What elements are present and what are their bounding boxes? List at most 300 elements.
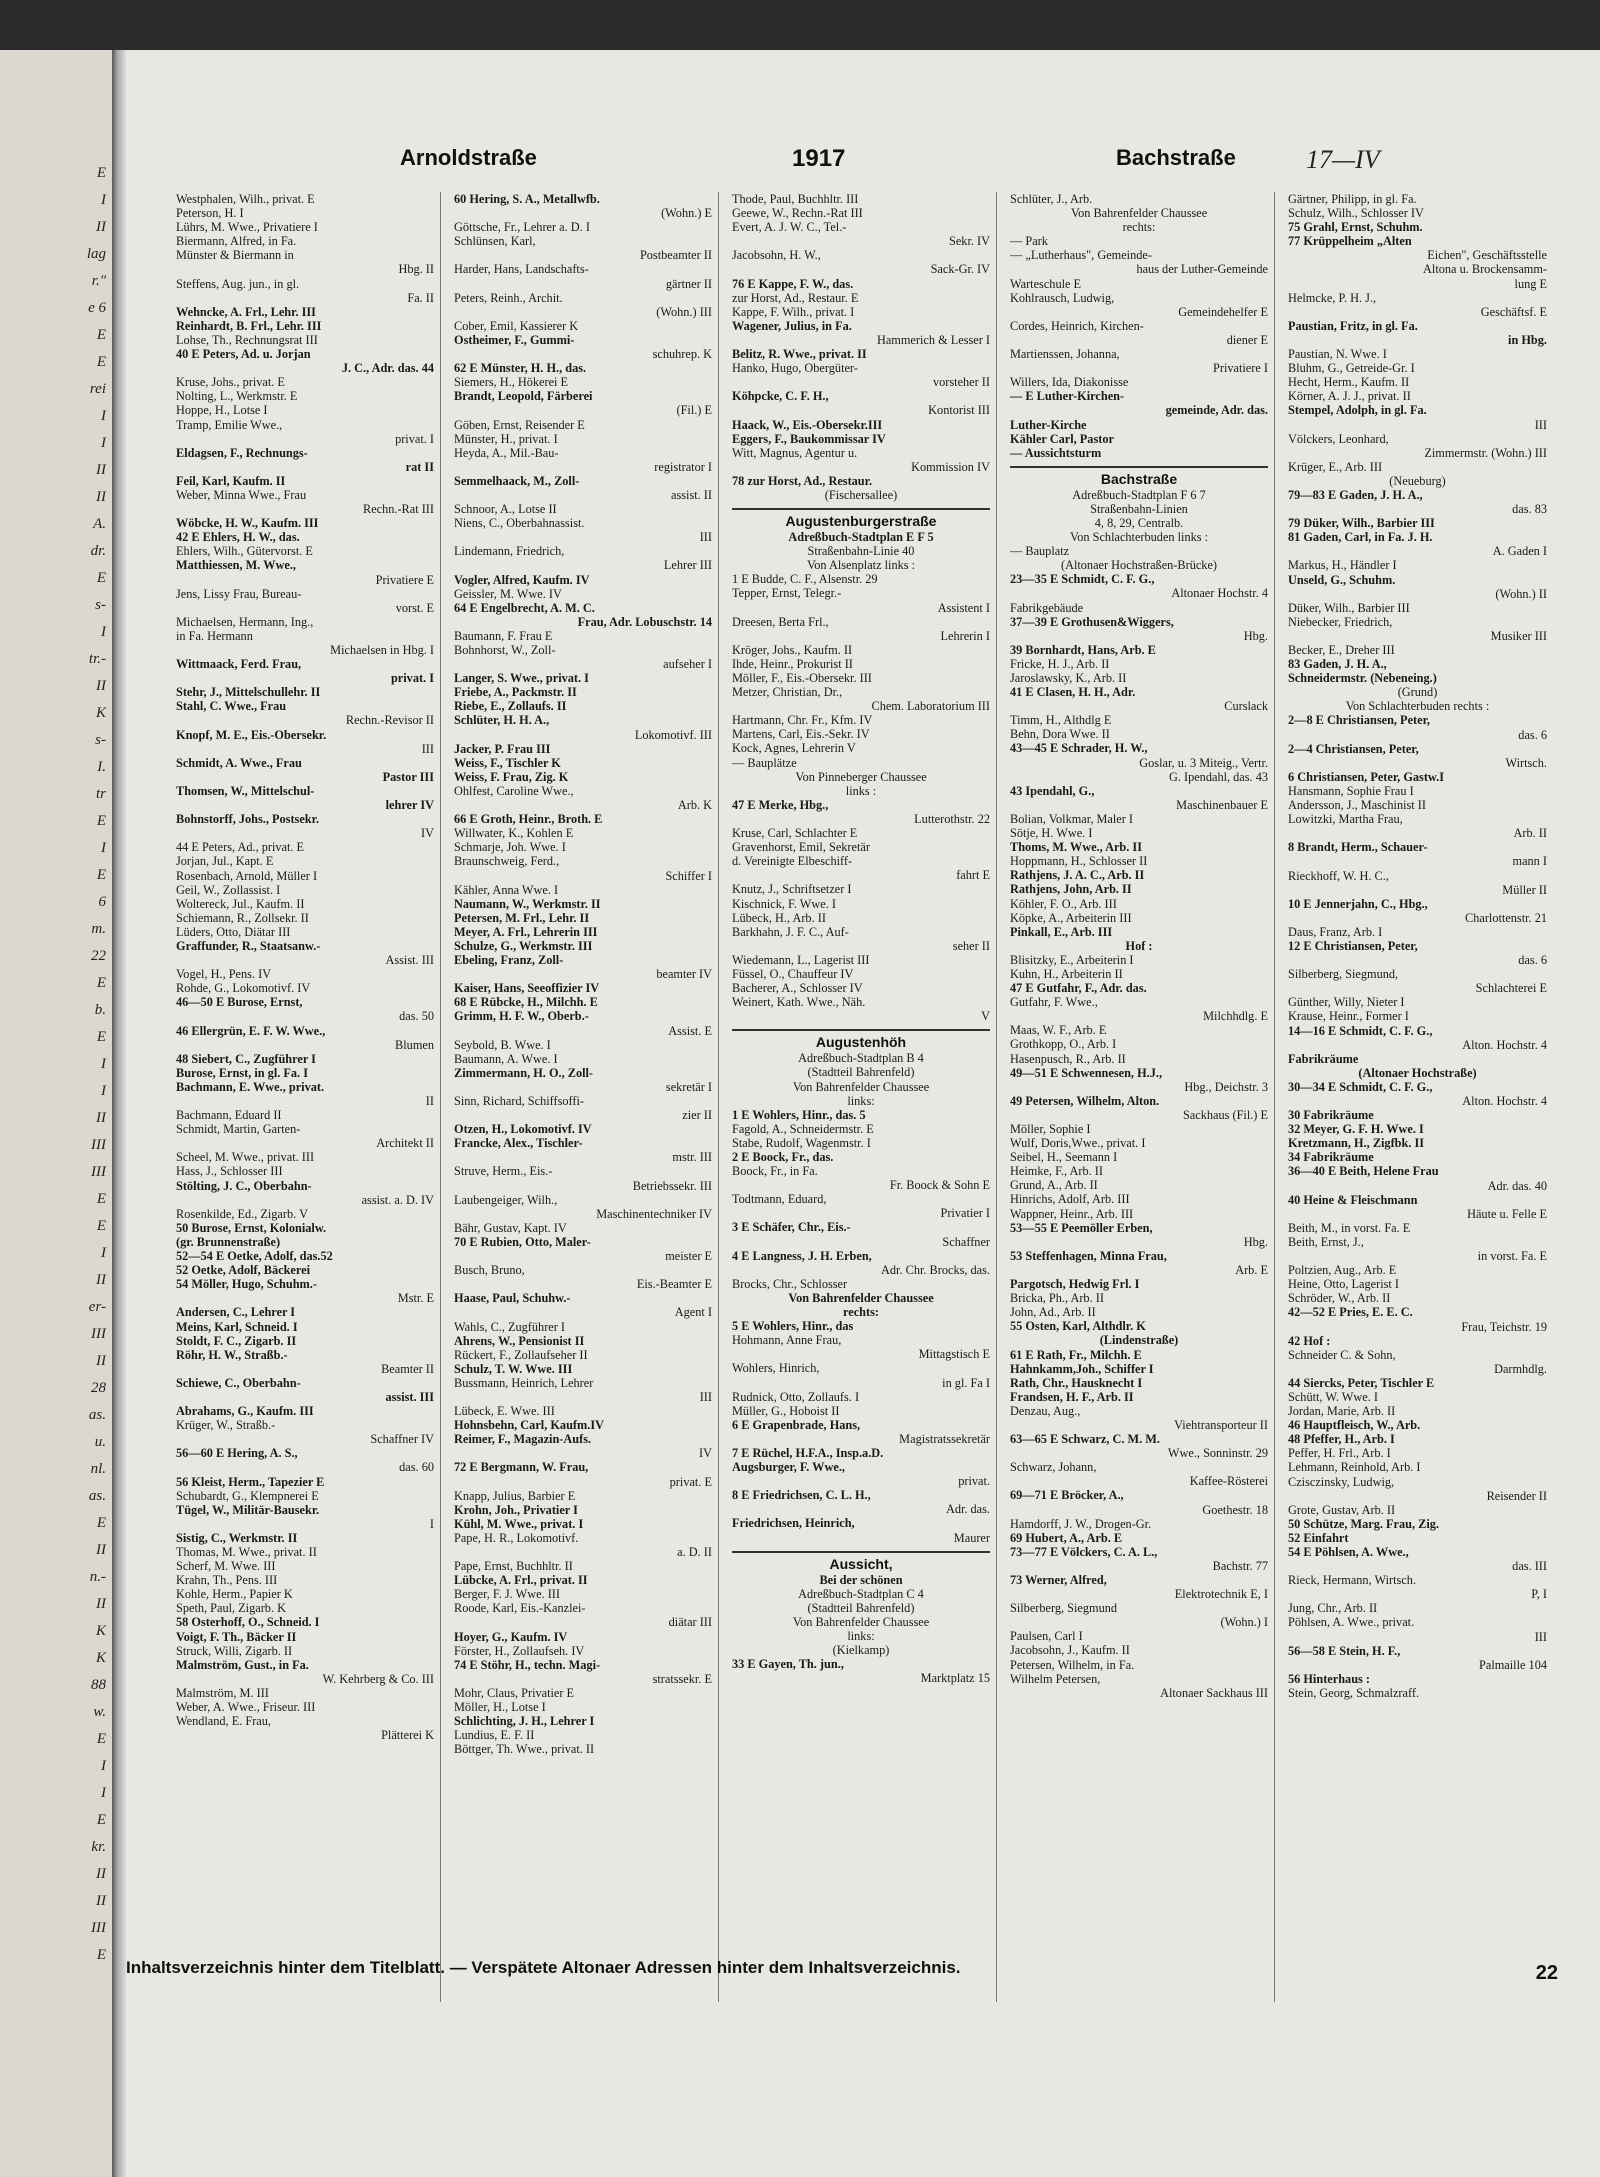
directory-entry: Malmström, Gust., in Fa. <box>176 1657 309 1672</box>
directory-entry: Wohlers, Hinrich, <box>732 1361 820 1376</box>
directory-entry: Wilhelm Petersen, <box>1010 1671 1101 1686</box>
prev-page-fragment: m. <box>91 921 106 937</box>
directory-entry: Silberberg, Siegmund <box>1010 1601 1118 1616</box>
directory-entry: Evert, A. J. W. C., Tel.- <box>732 220 847 235</box>
directory-entry: Mstr. E <box>397 1291 434 1306</box>
directory-entry: 56—60 E Hering, A. S., <box>176 1446 298 1461</box>
directory-entry: Sötje, H. Wwe. I <box>1010 826 1093 841</box>
directory-entry: Architekt II <box>376 1136 434 1151</box>
directory-entry: Adr. das. <box>945 1502 990 1517</box>
directory-entry: Steffens, Aug. jun., in gl. <box>176 276 300 291</box>
directory-entry: Sinn, Richard, Schiffsoffi- <box>454 1094 585 1108</box>
directory-entry: III <box>699 530 712 545</box>
directory-entry: Schiewe, C., Oberbahn- <box>176 1375 301 1390</box>
directory-entry: rechts: <box>843 1305 879 1320</box>
prev-page-fragment: II <box>96 489 106 505</box>
directory-entry: 34 Fabrikräume <box>1288 1150 1374 1165</box>
directory-entry: Jacobsohn, J., Kaufm. II <box>1010 1643 1130 1658</box>
directory-entry: mann I <box>1512 854 1547 869</box>
directory-entry: 5 E Wohlers, Hinr., das <box>732 1319 854 1334</box>
directory-entry: Peters, Reinh., Archit. <box>454 290 563 305</box>
directory-entry: Rathjens, John, Arb. II <box>1010 882 1132 897</box>
directory-entry: 7 E Rüchel, H.F.A., Insp.a.D. <box>732 1445 884 1460</box>
prev-page-fragment: E <box>96 1029 106 1045</box>
directory-entry: 73 Werner, Alfred, <box>1010 1573 1107 1587</box>
directory-entry: 40 E Peters, Ad. u. Jorjan <box>176 347 311 362</box>
prev-page-fragment: n.- <box>89 1569 106 1585</box>
directory-entry: Von Bahrenfelder Chaussee <box>792 1614 930 1629</box>
directory-entry: Lührs, M. Wwe., Privatiere I <box>176 220 318 235</box>
directory-entry: Hof : <box>1125 938 1153 953</box>
directory-entry: Pargotsch, Hedwig Frl. I <box>1010 1277 1140 1292</box>
directory-entry: fahrt E <box>956 868 990 883</box>
directory-entry: Göben, Ernst, Reisender E <box>454 417 585 432</box>
directory-entry: Blumen <box>395 1037 434 1052</box>
directory-entry: Hass, J., Schlosser III <box>176 1164 283 1179</box>
directory-entry: Andersson, J., Maschinist II <box>1288 798 1426 813</box>
directory-entry: seher II <box>952 938 990 953</box>
directory-entry: — Aussichtsturm <box>1010 445 1102 460</box>
directory-entry: 55 Osten, Karl, Althdlr. K <box>1010 1319 1146 1334</box>
directory-entry: 30 Fabrikräume <box>1288 1108 1374 1123</box>
directory-entry: Jacker, P. Frau III <box>454 741 551 756</box>
directory-entry: Ehlers, Wilh., Gütervorst. E <box>176 544 313 559</box>
directory-entry: 44 Siercks, Peter, Tischler E <box>1288 1375 1435 1390</box>
directory-entry: (Wohn.) E <box>661 206 712 221</box>
prev-page-fragment: E <box>96 867 106 883</box>
directory-entry: Schiemann, R., Zollsekr. II <box>176 910 309 925</box>
prev-page-fragment: I <box>101 408 106 424</box>
directory-entry: Lehrer III <box>663 558 712 573</box>
directory-entry: Kruse, Johs., privat. E <box>176 375 285 390</box>
prev-page-fragment: b. <box>94 1002 106 1018</box>
directory-entry: Pape, Ernst, Buchhltr. II <box>454 1559 573 1574</box>
column-3 <box>726 192 997 2002</box>
directory-entry: das. 50 <box>399 1009 434 1024</box>
directory-entry: Schlünsen, Karl, <box>454 234 536 249</box>
directory-entry: Sistig, C., Werkmstr. II <box>176 1530 298 1545</box>
directory-entry: 64 E Engelbrecht, A. M. C. <box>454 600 595 615</box>
prev-page-fragment: rei <box>89 381 106 397</box>
directory-entry: Krüger, W., Straßb.- <box>176 1418 276 1433</box>
directory-entry: Altonaer Sackhaus III <box>1160 1685 1268 1700</box>
directory-entry: Thoms, M. Wwe., Arb. II <box>1010 840 1142 855</box>
column-1 <box>170 192 441 2002</box>
directory-entry: Heyda, A., Mil.-Bau- <box>454 445 559 460</box>
directory-entry: Hasenpusch, R., Arb. II <box>1010 1051 1126 1066</box>
directory-entry: 46 Hauptfleisch, W., Arb. <box>1288 1418 1421 1433</box>
directory-entry: (Fischersallee) <box>824 487 898 502</box>
directory-entry: Münster & Biermann in <box>176 248 294 263</box>
directory-entry: 47 E Merke, Hbg., <box>732 797 829 812</box>
directory-entry: Woltereck, Jul., Kaufm. II <box>176 896 305 911</box>
directory-entry: Wendland, E. Frau, <box>176 1714 271 1729</box>
directory-entry: Schütt, W. Wwe. I <box>1288 1389 1378 1404</box>
directory-entry: Lübeck, E. Wwe. III <box>454 1404 555 1419</box>
directory-entry: 49—51 E Schwennesen, H.J., <box>1010 1065 1163 1080</box>
prev-page-fragment: I <box>101 840 106 856</box>
prev-page-fragment: I <box>101 1785 106 1801</box>
directory-entry: beamter IV <box>656 967 712 982</box>
directory-entry: Grothkopp, O., Arb. I <box>1010 1037 1117 1052</box>
directory-entry: Adr. das. 40 <box>1487 1178 1547 1193</box>
directory-entry: Paulsen, Carl I <box>1010 1629 1083 1644</box>
directory-entry: Zimmermann, H. O., Zoll- <box>454 1065 594 1080</box>
directory-entry: Matthiessen, M. Wwe., <box>176 558 296 573</box>
directory-entry: Reisender II <box>1486 1488 1547 1503</box>
directory-entry: assist. a. D. IV <box>361 1192 434 1207</box>
directory-entry: Curslack <box>1224 699 1268 714</box>
directory-entry: Schmarje, Joh. Wwe. I <box>454 840 566 855</box>
directory-entry: Hahnkamm,Joh., Schiffer I <box>1010 1361 1154 1376</box>
directory-entry: Marktplatz 15 <box>920 1671 990 1686</box>
directory-entry: Schneidermstr. (Nebeneing.) <box>1288 671 1437 686</box>
directory-entry: Bachmann, Eduard II <box>176 1108 282 1123</box>
directory-entry: Thode, Paul, Buchhltr. III <box>732 192 859 206</box>
directory-entry: 42 E Ehlers, H. W., das. <box>176 530 300 545</box>
directory-entry: Straßenbahn-Linien <box>1090 501 1188 516</box>
directory-entry: Luther-Kirche <box>1010 417 1087 432</box>
directory-entry: Von Schlachterbuden rechts : <box>1345 699 1490 714</box>
directory-entry: Hinrichs, Adolf, Arb. III <box>1010 1192 1130 1207</box>
directory-entry: Schlichting, J. H., Lehrer I <box>454 1714 595 1729</box>
directory-entry: Göttsche, Fr., Lehrer a. D. I <box>454 220 590 235</box>
directory-entry: (Grund) <box>1397 685 1438 700</box>
directory-entry: Bachstr. 77 <box>1212 1558 1268 1573</box>
directory-entry: Pastor III <box>382 769 434 784</box>
directory-entry: Speth, Paul, Zigarb. K <box>176 1601 286 1616</box>
directory-entry: Reinhardt, B. Frl., Lehr. III <box>176 318 322 333</box>
directory-entry: Lübcke, A. Frl., privat. II <box>454 1573 588 1588</box>
directory-entry: G. Ipendahl, das. 43 <box>1168 769 1268 784</box>
directory-entry: Hoppe, H., Lotse I <box>176 403 268 418</box>
prev-page-fragment: lag <box>86 246 106 262</box>
directory-entry: Francke, Alex., Tischler- <box>454 1136 583 1151</box>
directory-entry: Maurer <box>953 1530 990 1545</box>
directory-entry: mstr. III <box>672 1150 712 1165</box>
directory-entry: (Stadtteil Bahrenfeld) <box>807 1600 915 1615</box>
directory-entry: Von Schlachterbuden links : <box>1069 530 1209 545</box>
directory-entry: Milchhdlg. E <box>1203 1009 1268 1024</box>
directory-entry: Hoyer, G., Kaufm. IV <box>454 1629 568 1644</box>
directory-entry: d. Vereinigte Elbeschiff- <box>732 854 853 869</box>
directory-entry: Kohlrausch, Ludwig, <box>1010 290 1115 305</box>
directory-entry: schuhrep. K <box>652 347 712 362</box>
directory-entry: I <box>429 1516 434 1531</box>
directory-entry: Fricke, H. J., Arb. II <box>1010 656 1110 671</box>
directory-entry: 60 Hering, S. A., Metallwfb. <box>454 192 600 206</box>
directory-entry: Unseld, G., Schuhm. <box>1288 572 1396 587</box>
directory-entry: (Lindenstraße) <box>1099 1333 1179 1348</box>
directory-entry: Jorjan, Jul., Kapt. E <box>176 854 274 869</box>
directory-entry: Meyer, A. Frl., Lehrerin III <box>454 924 598 939</box>
directory-entry: Arb. II <box>1513 826 1547 841</box>
directory-entry: Jacobsohn, H. W., <box>732 248 821 263</box>
directory-entry: Ohlfest, Caroline Wwe., <box>454 783 574 798</box>
directory-entry: Wappner, Heinr., Arb. III <box>1010 1206 1134 1221</box>
directory-entry: Ahrens, W., Pensionist II <box>454 1333 585 1348</box>
directory-entry: IV <box>421 826 434 841</box>
directory-entry: Fr. Boock & Sohn E <box>889 1178 990 1193</box>
directory-entry: 39 Bornhardt, Hans, Arb. E <box>1010 642 1156 657</box>
directory-entry: Graffunder, R., Staatsanw.- <box>176 938 321 953</box>
directory-entry: Straßenbahn-Linie 40 <box>807 544 915 559</box>
directory-entry: Maschinenbauer E <box>1176 797 1268 812</box>
directory-entry: Schröder, W., Arb. II <box>1288 1291 1391 1306</box>
directory-entry: 63—65 E Schwarz, C. M. M. <box>1010 1432 1160 1447</box>
prev-page-fragment: as. <box>88 1488 106 1504</box>
directory-entry: Pape, H. R., Lokomotivf. <box>454 1530 579 1545</box>
directory-entry: Wiedemann, L., Lagerist III <box>732 952 870 967</box>
directory-entry: Petersen, M. Frl., Lehr. II <box>454 910 590 925</box>
directory-entry: 53 Steffenhagen, Minna Frau, <box>1010 1248 1167 1263</box>
directory-entry: Agent I <box>674 1305 712 1320</box>
directory-entry: Adreßbuch-Stadtplan E F 5 <box>788 530 934 545</box>
directory-entry: Vogel, H., Pens. IV <box>176 967 272 982</box>
directory-entry: 43—45 E Schrader, H. W., <box>1010 741 1148 756</box>
directory-entry: Beith, M., in vorst. Fa. E <box>1288 1220 1411 1235</box>
prev-page-fragment: dr. <box>90 543 106 559</box>
directory-entry: Frau, Teichstr. 19 <box>1461 1319 1547 1334</box>
directory-entry: 62 E Münster, H. H., das. <box>454 361 587 376</box>
directory-entry: 76 E Kappe, F. W., das. <box>732 276 854 291</box>
directory-entry: Möller, Sophie I <box>1010 1122 1091 1136</box>
directory-entry: 41 E Clasen, H. H., Adr. <box>1010 685 1136 700</box>
directory-entry: 54 E Pöhlsen, A. Wwe., <box>1288 1545 1409 1559</box>
directory-entry: V <box>981 1009 990 1024</box>
directory-entry: vorst. E <box>395 600 434 615</box>
directory-entry: Heine, Otto, Lagerist I <box>1288 1277 1399 1292</box>
directory-entry: — Bauplatz <box>1010 544 1070 559</box>
directory-entry: 6 Christiansen, Peter, Gastw.I <box>1288 769 1444 784</box>
directory-entry: gärtner II <box>665 276 712 291</box>
directory-entry: haus der Luther-Gemeinde <box>1136 262 1268 277</box>
directory-entry: 69 Hubert, A., Arb. E <box>1010 1530 1123 1545</box>
directory-entry: 52 Oetke, Adolf, Bäckerei <box>176 1263 310 1278</box>
prev-page-fragment: I <box>101 435 106 451</box>
directory-entry: Zimmermstr. (Wohn.) III <box>1424 445 1547 460</box>
directory-entry: (Wohn.) III <box>656 304 712 319</box>
prev-page-fragment: u. <box>94 1434 106 1450</box>
directory-entry: 36—40 E Beith, Helene Frau <box>1288 1164 1439 1179</box>
directory-entry: Müller, G., Hoboist II <box>732 1403 840 1418</box>
directory-entry: Schulz, T. W. Wwe. III <box>454 1361 573 1376</box>
directory-entry: II <box>425 1094 434 1108</box>
prev-page-fragment: r." <box>91 273 106 289</box>
directory-entry: Knutz, J., Schriftsetzer I <box>732 882 852 897</box>
prev-page-fragment: E <box>96 1812 106 1828</box>
prev-page-fragment: I <box>101 1083 106 1099</box>
directory-entry: Betriebssekr. III <box>632 1178 712 1193</box>
directory-entry: in vorst. Fa. E <box>1477 1249 1547 1264</box>
directory-entry: Schlüter, J., Arb. <box>1010 192 1093 206</box>
directory-entry: Lindemann, Friedrich, <box>454 544 565 559</box>
directory-entry: Peffer, H. Frl., Arb. I <box>1288 1446 1391 1461</box>
directory-entry: Andersen, C., Lehrer I <box>176 1305 296 1320</box>
directory-entry: Lohse, Th., Rechnungsrat III <box>176 332 318 347</box>
directory-entry: Wirtsch. <box>1505 755 1547 770</box>
directory-entry: 50 Burose, Ernst, Kolonialw. <box>176 1220 327 1235</box>
directory-entry: Hecht, Herm., Kaufm. II <box>1288 375 1410 390</box>
directory-entry: in gl. Fa I <box>942 1375 990 1390</box>
directory-entry: Paustian, Fritz, in gl. Fa. <box>1288 318 1418 333</box>
directory-entry: Kischnick, F. Wwe. I <box>732 896 836 911</box>
directory-entry: Füssel, O., Chauffeur IV <box>732 966 854 981</box>
directory-entry: 44 E Peters, Ad., privat. E <box>176 840 305 855</box>
directory-entry: Gärtner, Philipp, in gl. Fa. <box>1288 192 1417 206</box>
directory-entry: Westphalen, Wilh., privat. E <box>176 192 315 206</box>
directory-entry: Behn, Dora Wwe. II <box>1010 727 1110 742</box>
directory-entry: (Wohn.) II <box>1495 586 1547 601</box>
directory-entry: Möller, F., Eis.-Obersekr. III <box>732 671 872 685</box>
directory-entry: Ihde, Heinr., Prokurist II <box>732 656 853 671</box>
directory-entry: Mittagstisch E <box>918 1347 990 1362</box>
prev-page-fragment: E <box>96 813 106 829</box>
directory-entry: Adreßbuch-Stadtplan F 6 7 <box>1072 487 1206 502</box>
directory-entry: Petersen, Wilhelm, in Fa. <box>1010 1657 1135 1672</box>
directory-entry: Arb. K <box>677 798 712 813</box>
directory-entry: Wöbcke, H. W., Kaufm. III <box>176 516 319 531</box>
directory-entry: Völckers, Leonhard, <box>1288 431 1389 446</box>
directory-entry: Eggers, F., Baukommissar IV <box>732 431 886 446</box>
directory-entry: Alton. Hochstr. 4 <box>1462 1037 1547 1052</box>
header-street-end: Bachstraße <box>1116 145 1236 170</box>
column-2 <box>448 192 719 2002</box>
directory-entry: Jaroslawsky, K., Arb. II <box>1010 671 1127 685</box>
directory-entry: Wehncke, A. Frl., Lehr. III <box>176 304 316 319</box>
directory-entry: lung E <box>1514 276 1547 291</box>
directory-entry: Privatiere I <box>1213 361 1268 376</box>
prev-page-fragment: K <box>95 1623 106 1639</box>
prev-page-fragment: E <box>96 1515 106 1531</box>
directory-entry: Altonaer Hochstr. 4 <box>1171 586 1268 601</box>
directory-entry: Gemeindehelfer E <box>1178 304 1268 319</box>
directory-entry: Von Pinneberger Chaussee <box>795 769 927 784</box>
directory-entry: Augsburger, F. Wwe., <box>732 1460 845 1475</box>
prev-page-fragment: 6 <box>98 894 106 910</box>
prev-page-fragment: II <box>96 1353 106 1369</box>
directory-entry: links: <box>847 1629 875 1643</box>
prev-page-fragment: kr. <box>91 1839 106 1855</box>
directory-entry: Otzen, H., Lokomotivf. IV <box>454 1122 592 1137</box>
directory-entry: das. III <box>1512 1559 1547 1574</box>
directory-entry: 54 Möller, Hugo, Schuhm.- <box>176 1277 317 1292</box>
directory-entry: 50 Schütze, Marg. Frau, Zig. <box>1288 1516 1439 1531</box>
directory-entry: Röhr, H. W., Straßb.- <box>176 1347 288 1362</box>
directory-entry: Frau, Adr. Lobuschstr. 14 <box>577 614 712 629</box>
directory-entry: Beith, Ernst, J., <box>1288 1234 1364 1249</box>
directory-entry: Struve, Herm., Eis.- <box>454 1164 553 1179</box>
directory-entry: Hansmann, Sophie Frau I <box>1288 783 1414 798</box>
previous-page-edge <box>0 50 112 2177</box>
directory-entry: Laubengeiger, Wilh., <box>454 1192 558 1207</box>
directory-entry: Rathjens, J. A. C., Arb. II <box>1010 868 1145 883</box>
directory-entry: Michaelsen in Hbg. I <box>330 643 434 657</box>
prev-page-fragment: E <box>96 1191 106 1207</box>
directory-entry: Rechn.-Rat III <box>362 502 434 517</box>
directory-entry: Kappe, F. Wilh., privat. I <box>732 304 855 319</box>
prev-page-fragment: I <box>101 1056 106 1072</box>
directory-entry: Schmidt, A. Wwe., Frau <box>176 755 302 770</box>
directory-entry: Gravenhorst, Emil, Sekretär <box>732 840 870 855</box>
directory-entry: Barkhahn, J. F. C., Auf- <box>732 924 849 939</box>
prev-page-fragment: er- <box>88 1299 106 1315</box>
prev-page-fragment: E <box>96 165 106 181</box>
directory-entry: 75 Grahl, Ernst, Schuhm. <box>1288 220 1423 235</box>
directory-entry: Michaelsen, Hermann, Ing., <box>176 614 314 629</box>
directory-entry: Geissler, M. Wwe. IV <box>454 586 562 601</box>
directory-entry: 56 Kleist, Herm., Tapezier E <box>176 1474 325 1489</box>
directory-entry: 46—50 E Burose, Ernst, <box>176 995 303 1010</box>
directory-entry: Stempel, Adolph, in gl. Fa. <box>1288 403 1427 418</box>
street-heading: Augustenburgerstraße <box>732 508 990 530</box>
directory-entry: 72 E Bergmann, W. Frau, <box>454 1460 589 1475</box>
directory-entry: das. 6 <box>1518 727 1547 742</box>
directory-entry: Martienssen, Johanna, <box>1010 347 1120 362</box>
directory-entry: Musiker III <box>1490 628 1547 643</box>
directory-entry: Ebeling, Franz, Zoll- <box>454 953 564 968</box>
directory-entry: Bähr, Gustav, Kapt. IV <box>454 1220 567 1235</box>
directory-entry: Niebecker, Friedrich, <box>1288 614 1393 629</box>
directory-entry: Hartmann, Chr. Fr., Kfm. IV <box>732 713 873 728</box>
directory-entry: Wagener, Julius, in Fa. <box>732 318 852 333</box>
directory-entry: Krahn, Th., Pens. III <box>176 1573 278 1588</box>
directory-entry: Bachmann, E. Wwe., privat. <box>176 1079 325 1094</box>
directory-entry: Daus, Franz, Arb. I <box>1288 924 1383 939</box>
directory-entry: 8 Brandt, Herm., Schauer- <box>1288 840 1428 855</box>
directory-entry: Harder, Hans, Landschafts- <box>454 262 589 277</box>
directory-entry: 2—4 Christiansen, Peter, <box>1288 741 1419 756</box>
directory-entry: Feil, Karl, Kaufm. II <box>176 473 286 488</box>
directory-entry: 48 Pfeffer, H., Arb. I <box>1288 1432 1395 1447</box>
directory-entry: 81 Gaden, Carl, in Fa. J. H. <box>1288 530 1433 545</box>
prev-page-fragment: I <box>101 192 106 208</box>
directory-entry: Goethestr. 18 <box>1202 1502 1268 1517</box>
directory-entry: Wulf, Doris,Wwe., privat. I <box>1010 1136 1146 1151</box>
directory-entry: Lehmann, Reinhold, Arb. I <box>1288 1460 1421 1475</box>
directory-entry: Belitz, R. Wwe., privat. II <box>732 347 867 362</box>
prev-page-fragment: e 6 <box>88 300 106 316</box>
directory-entry: assist. III <box>385 1389 434 1404</box>
directory-entry: Eldagsen, F., Rechnungs- <box>176 445 308 460</box>
directory-entry: 4 E Langness, J. H. Erben, <box>732 1248 872 1263</box>
directory-entry: Weiss, F., Tischler K <box>454 755 561 770</box>
directory-entry: Fabrikräume <box>1288 1051 1359 1066</box>
directory-entry: Heimke, F., Arb. II <box>1010 1164 1103 1179</box>
directory-entry: Von Bahrenfelder Chaussee <box>1070 206 1208 221</box>
directory-entry: P, I <box>1531 1587 1547 1602</box>
directory-entry: Pinkall, E., Arb. III <box>1010 924 1113 939</box>
directory-entry: John, Ad., Arb. II <box>1010 1305 1096 1320</box>
directory-entry: Brocks, Chr., Schlosser <box>732 1276 848 1291</box>
directory-entry: Peterson, H. I <box>176 206 244 221</box>
directory-entry: privat. <box>958 1474 990 1489</box>
directory-entry: 58 Osterhoff, O., Schneid. I <box>176 1615 320 1630</box>
prev-page-fragment: E <box>96 1731 106 1747</box>
prev-page-fragment: II <box>96 1866 106 1882</box>
directory-entry: Goslar, u. 3 Miteig., Vertr. <box>1139 755 1268 770</box>
directory-entry: Kommission IV <box>911 459 990 474</box>
prev-page-fragment: II <box>96 1893 106 1909</box>
directory-entry: Geewe, W., Rechn.-Rat III <box>732 206 863 221</box>
directory-entry: 30—34 E Schmidt, C. F. G., <box>1288 1079 1433 1094</box>
directory-entry: registrator I <box>654 459 712 474</box>
directory-entry: Kretzmann, H., Zigfbk. II <box>1288 1136 1425 1151</box>
directory-entry: Niens, C., Oberbahnassist. <box>454 516 585 531</box>
directory-entry: diener E <box>1226 332 1268 347</box>
directory-entry: Reimer, F., Magazin-Aufs. <box>454 1432 592 1447</box>
directory-entry: Bohnhorst, W., Zoll- <box>454 643 556 657</box>
